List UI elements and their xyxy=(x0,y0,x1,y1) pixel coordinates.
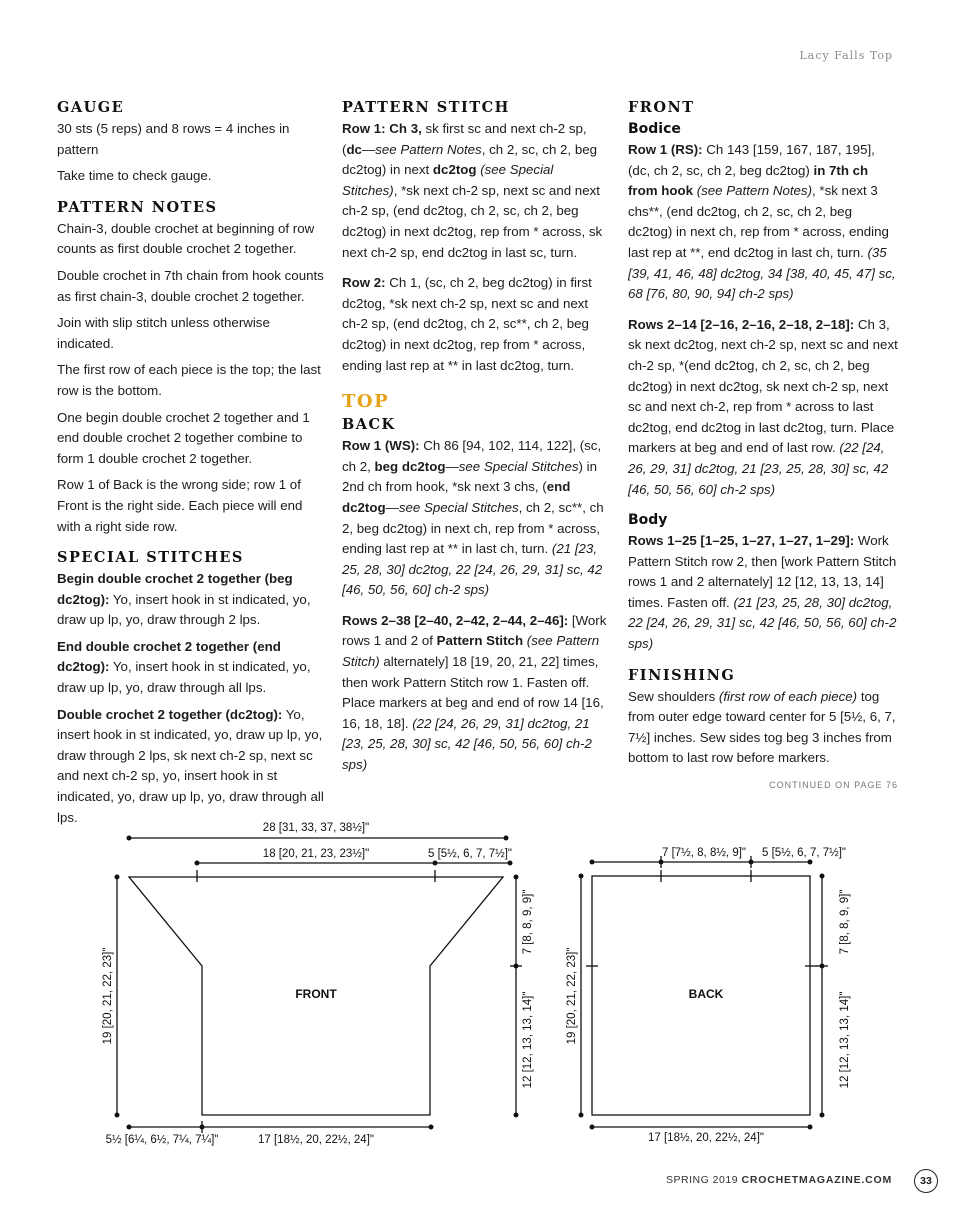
finishing-text: Sew shoulders (first row of each piece) tog from outer edge toward center for 5 [5½, 6, 7, 7½] inches. Sew sides tog beg 3 inches from bottom to last row before markers. xyxy=(628,688,896,766)
note-paragraph: Chain-3, double crochet at beginning of row counts as first double crochet 2 together. xyxy=(57,220,315,257)
back-side-length: 12 [12, 13, 13, 14]" xyxy=(839,991,851,1089)
note-paragraph: Row 1 of Back is the wrong side; row 1 of Front is the right side. Each piece will end with a right side row. xyxy=(57,477,303,534)
front-bottom-width: 17 [18½, 20, 22½, 24]" xyxy=(258,1134,374,1146)
front-neck-width: 18 [20, 21, 23, 23½]" xyxy=(262,848,370,860)
pattern-stitch-heading: PATTERN STITCH xyxy=(342,99,510,116)
special-stitches-heading: SPECIAL STITCHES xyxy=(57,549,244,567)
front-shoulder-width: 5 [5½, 6, 7, 7½]" xyxy=(428,848,512,860)
special-stitch-end-dc2tog: End double crochet 2 together (end dc2tog): Yo, insert hook in st indicated, yo, draw up lp, yo, draw through all lps. xyxy=(57,638,311,696)
front-label: FRONT xyxy=(295,987,337,1001)
bodice-heading: Bodice xyxy=(628,121,681,137)
pattern-row-1: Row 1: Ch 3, sk first sc and next ch-2 sp, (dc—see Pattern Notes, ch 2, sc, ch 2, beg dc2tog) in next dc2tog (see Special Stitches), *sk next ch-2 sp, next sc and next ch-2 sp, (end dc2tog, ch 2, sc, ch 2, beg dc2tog) in next dc2tog, rep from * across, sk next ch-2 sp, end dc2tog in last sc, turn. xyxy=(342,121,603,260)
front-top-width: 28 [31, 33, 37, 38½]" xyxy=(262,822,370,834)
footer-season: SPRING 2019 xyxy=(666,1174,739,1186)
gauge-check: Take time to check gauge. xyxy=(57,168,212,184)
gauge-text: 30 sts (5 reps) and 8 rows = 4 inches in pattern xyxy=(57,121,290,157)
column-middle xyxy=(342,97,610,782)
footer-site: CROCHETMAGAZINE.COM xyxy=(741,1174,892,1186)
back-bottom-width: 17 [18½, 20, 22½, 24]" xyxy=(648,1132,764,1144)
special-stitch-beg-dc2tog: Begin double crochet 2 together (beg dc2tog): Yo, insert hook in st indicated, yo, draw up lp, yo, draw through 2 lps. xyxy=(57,571,311,628)
front-row-1: Row 1 (RS): Ch 143 [159, 167, 187, 195], (dc, ch 2, sc, ch 2, beg dc2tog) in 7th ch from hook (see Pattern Notes), *sk next 3 chs**, (end dc2tog, ch 2, sc, ch 2, beg dc2tog) in next ch, rep from * across, ending last rep at **, end dc2tog in last ch, turn. (35 [39, 41, 46, 48] dc2tog, 34 [38, 40, 45, 47] sc, 68 [76, 80, 90, 94] ch-2 sps) xyxy=(628,142,896,302)
body-rows-1-25: Rows 1–25 [1–25, 1–27, 1–27, 1–29]: Work Pattern Stitch row 2, then [work Pattern Stitch rows 1 and 2 alternately] 12 [12, 13, 13, 14] times. Fasten off. (21 [23, 25, 28, 30] dc2tog, 22 [24, 26, 29, 31] sc, 42 [46, 50, 56, 60] ch-2 sps) xyxy=(628,533,897,652)
front-height: 19 [20, 21, 22, 23]" xyxy=(102,947,114,1045)
front-armhole-depth: 7 [8, 8, 9, 9]" xyxy=(522,889,534,955)
page-number: 33 xyxy=(914,1169,938,1193)
front-side-length: 12 [12, 13, 13, 14]" xyxy=(522,991,534,1089)
back-height: 19 [20, 21, 22, 23]" xyxy=(566,947,578,1045)
footer xyxy=(666,1174,892,1186)
schematic-diagram xyxy=(0,800,970,1160)
note-paragraph: Join with slip stitch unless otherwise indicated. xyxy=(57,315,270,351)
gauge-heading: GAUGE xyxy=(57,99,125,116)
back-top-right: 5 [5½, 6, 7, 7½]" xyxy=(762,847,846,859)
back-armhole-depth: 7 [8, 8, 9, 9]" xyxy=(839,889,851,955)
column-right xyxy=(628,97,898,796)
back-heading: BACK xyxy=(342,416,396,434)
running-head: Lacy Falls Top xyxy=(799,49,893,62)
top-heading: TOP xyxy=(342,391,390,413)
continued-note: CONTINUED ON PAGE 76 xyxy=(769,780,898,791)
body-heading: Body xyxy=(628,512,668,529)
back-top-left: 7 [7½, 8, 8½, 9]" xyxy=(662,847,746,859)
note-paragraph: The first row of each piece is the top; the last row is the bottom. xyxy=(57,362,321,398)
back-row-1: Row 1 (WS): Ch 86 [94, 102, 114, 122], (sc, ch 2, beg dc2tog—see Special Stitches) in 2nd ch from hook, *sk next 3 chs, (end dc2tog—see Special Stitches, ch 2, sc**, ch 2, beg dc2tog) in next ch, rep from * across, ending last rep at ** in last ch, turn. (21 [23, 25, 28, 30] dc2tog, 22 [24, 26, 29, 31] sc, 42 [46, 50, 56, 60] ch-2 sps) xyxy=(342,438,604,598)
pattern-notes-heading: PATTERN NOTES xyxy=(57,198,218,216)
column-left xyxy=(57,97,327,834)
front-rows-2-14: Rows 2–14 [2–16, 2–16, 2–18, 2–18]: Ch 3, sk next dc2tog, next ch-2 sp, next sc and next ch-2 sp, *(end dc2tog, ch 2, sc, ch 2, beg dc2tog) in next dc2tog, sk next ch-2 sp, next sc and next ch-2, rep from * across to last dc2tog, end dc2tog in last dc2tog, turn. Place markers at beg and end of last row. (22 [24, 26, 29, 31] dc2tog, 21 [23, 25, 28, 30] sc, 42 [46, 50, 56, 60] ch-2 sps) xyxy=(628,316,898,497)
front-bottom-side: 5½ [6¼, 6½, 7¼, 7¼]" xyxy=(105,1134,219,1146)
front-heading: FRONT xyxy=(628,99,695,116)
pattern-row-2: Row 2: Ch 1, (sc, ch 2, beg dc2tog) in first dc2tog, *sk next ch-2 sp, next sc and next ch-2 sp, (end dc2tog, ch 2, sc**, ch 2, beg dc2tog) in next dc2tog, rep from * across, ending last rep at ** in last dc2tog, turn. xyxy=(342,275,592,373)
note-paragraph: Double crochet in 7th chain from hook counts as first chain-3, double crochet 2 together. xyxy=(57,267,324,304)
note-paragraph: One begin double crochet 2 together and 1 end double crochet 2 together combine to form 1 double crochet 2 together. xyxy=(57,409,310,466)
special-stitch-dc2tog: Double crochet 2 together (dc2tog): Yo, insert hook in st indicated, yo, draw up lp, yo, draw through 2 lps, sk next ch-2 sp, next sc and next ch-2 sp, yo, insert hook in st indicated, yo, draw up lp, yo, draw through all lps. xyxy=(57,706,324,825)
back-rows-2-38: Rows 2–38 [2–40, 2–42, 2–44, 2–46]: [Work rows 1 and 2 of Pattern Stitch (see Pattern Stitch) alternately] 18 [19, 20, 21, 22] times, then work Pattern Stitch row 1. Fasten off. Place markers at beg and end of row 14 [16, 16, 18, 18]. (22 [24, 26, 29, 31] dc2tog, 21 [23, 25, 28, 30] sc, 42 [46, 50, 56, 60] ch-2 sps) xyxy=(342,612,607,773)
back-label: BACK xyxy=(688,987,724,1001)
finishing-heading: FINISHING xyxy=(628,666,736,684)
